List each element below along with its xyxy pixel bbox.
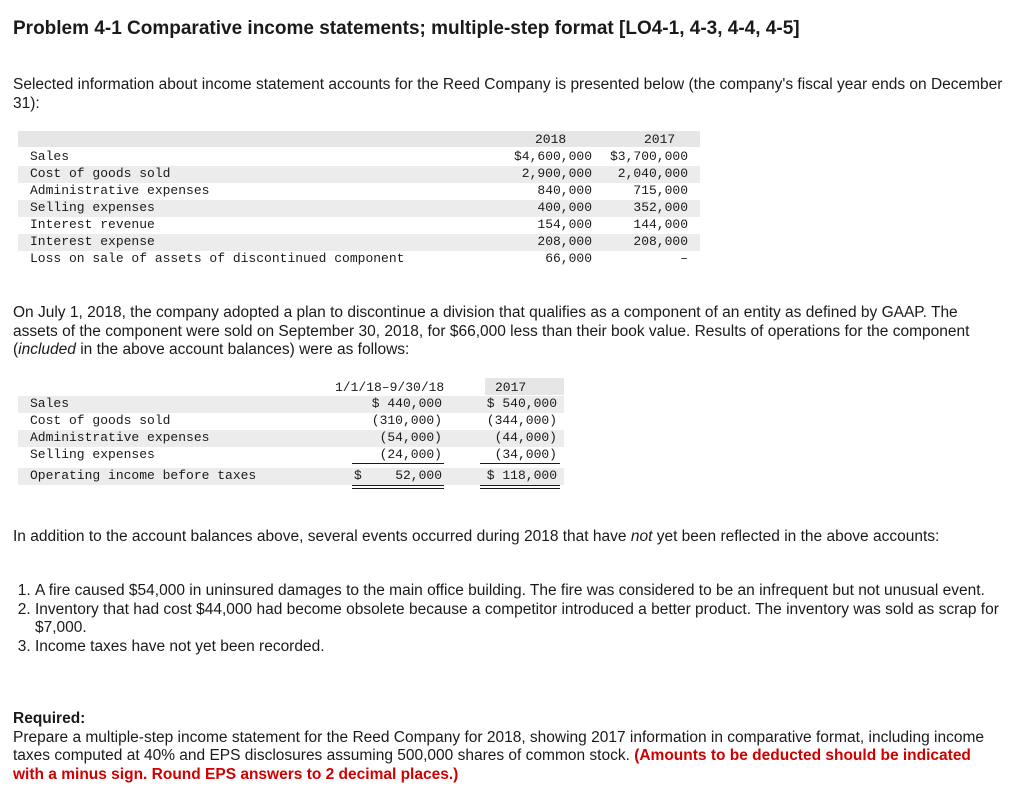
value-2017: $3,700,000 (609, 149, 688, 164)
value-2017: (34,000) (494, 447, 557, 462)
subtotal-rule (352, 463, 444, 464)
table-row (18, 200, 700, 217)
double-rule (480, 488, 560, 489)
events-list (13, 582, 1020, 656)
emphasis-text: included (18, 341, 76, 358)
total-row (18, 468, 564, 485)
paragraph-text: On July 1, 2018, the company adopted a plan to discontinue a division that qualifies as a component of an entity as defined by GAAP. The assets of the component were sold on September 30, 2018, for $66,000 less than their book value. Results of operations for the component ( (13, 304, 970, 358)
value-2018: 208,000 (537, 234, 592, 249)
value-period-2018: (54,000) (379, 430, 442, 445)
double-rule (480, 485, 560, 486)
required-section (13, 710, 1004, 784)
value-2018: 154,000 (537, 217, 592, 232)
table-row (18, 430, 564, 447)
table-header (18, 131, 700, 147)
row-label: Loss on sale of assets of discontinued component (30, 251, 405, 266)
row-label: Selling expenses (30, 447, 155, 462)
value-2017: $ 118,000 (486, 468, 557, 483)
value-2018: 2,900,000 (521, 166, 592, 181)
component-results-table (18, 378, 564, 490)
table-row (18, 447, 564, 464)
paragraph-text: yet been reflected in the above accounts: (652, 528, 940, 545)
required-label: Required: (13, 710, 86, 727)
row-label: Sales (30, 396, 70, 411)
table-row (18, 251, 700, 268)
value-2017: (344,000) (486, 413, 557, 428)
paragraph-text: Prepare a multiple-step income statement for the Reed Company for 2018, showing 2017 information in comparative format, including income taxes computed at 40% and EPS disclosures assuming 500,000 shares of common stock. (13, 728, 984, 764)
value-period-2018: $ 440,000 (371, 396, 442, 411)
value-2017: $ 540,000 (486, 396, 557, 411)
value-2017: 144,000 (633, 217, 688, 232)
list-item: 2. Inventory that had cost $44,000 had become obsolete because a competitor introduced a better product. The inventory was sold as scrap for $7,000. (35, 601, 1020, 638)
value-period-2018: 52,000 (395, 468, 442, 483)
table-row (18, 396, 564, 413)
header-2018: 2018 (535, 132, 567, 147)
row-label: Sales (30, 149, 70, 164)
value-2017: 715,000 (633, 183, 688, 198)
required-paragraph (13, 729, 1004, 785)
paragraph-text: In addition to the account balances above, several events occurred during 2018 that have (13, 528, 631, 545)
table-row (18, 234, 700, 251)
value-period-2018: (24,000) (379, 447, 442, 462)
row-label: Administrative expenses (30, 430, 210, 445)
discontinued-component-paragraph (13, 304, 1004, 360)
row-label: Interest revenue (30, 217, 155, 232)
table-row (18, 149, 700, 166)
account-balances-table (18, 131, 700, 271)
row-label: Administrative expenses (30, 183, 210, 198)
header-2017: 2017 (644, 132, 676, 147)
row-label: Interest expense (30, 234, 155, 249)
header-2017: 2017 (495, 380, 527, 395)
double-rule (352, 488, 444, 489)
row-label: Operating income before taxes (30, 468, 257, 483)
value-2017: 352,000 (633, 200, 688, 215)
table-row (18, 217, 700, 234)
value-2018: $4,600,000 (513, 149, 592, 164)
problem-title: Problem 4-1 Comparative income statements; multiple-step format [LO4-1, 4-3, 4-4, 4-5] (13, 18, 800, 39)
row-label: Selling expenses (30, 200, 155, 215)
value-2018: 400,000 (537, 200, 592, 215)
double-rule (352, 485, 444, 486)
table-row (18, 183, 700, 200)
list-item: 3. Income taxes have not yet been recorded. (35, 638, 1020, 657)
row-label: Cost of goods sold (30, 413, 171, 428)
row-label: Cost of goods sold (30, 166, 171, 181)
value-period-2018: (310,000) (371, 413, 442, 428)
additional-events-paragraph (13, 528, 1004, 547)
value-2017: 2,040,000 (617, 166, 688, 181)
value-2018: 66,000 (545, 251, 592, 266)
subtotal-rule (480, 463, 560, 464)
list-item: 1. A fire caused $54,000 in uninsured damages to the main office building. The fire was considered to be an infrequent but not unusual event. (35, 582, 1020, 601)
value-2017: 208,000 (633, 234, 688, 249)
emphasis-text: not (630, 528, 653, 545)
instruction-note: (Amounts to be deducted should be indicated with a minus sign. Round EPS answers to 2 decimal places.) (13, 747, 971, 783)
value-2017: (44,000) (494, 430, 557, 445)
paragraph-text: in the above account balances) were as follows: (75, 341, 410, 358)
intro-paragraph: Selected information about income statement accounts for the Reed Company is presented below (the company's fiscal year ends on December 31): (13, 76, 1003, 112)
header-period-2018: 1/1/18–9/30/18 (335, 380, 445, 395)
dollar-sign: $ (354, 468, 362, 483)
value-2017: – (680, 251, 688, 266)
table-row (18, 166, 700, 183)
value-2018: 840,000 (537, 183, 592, 198)
table-row (18, 413, 564, 430)
